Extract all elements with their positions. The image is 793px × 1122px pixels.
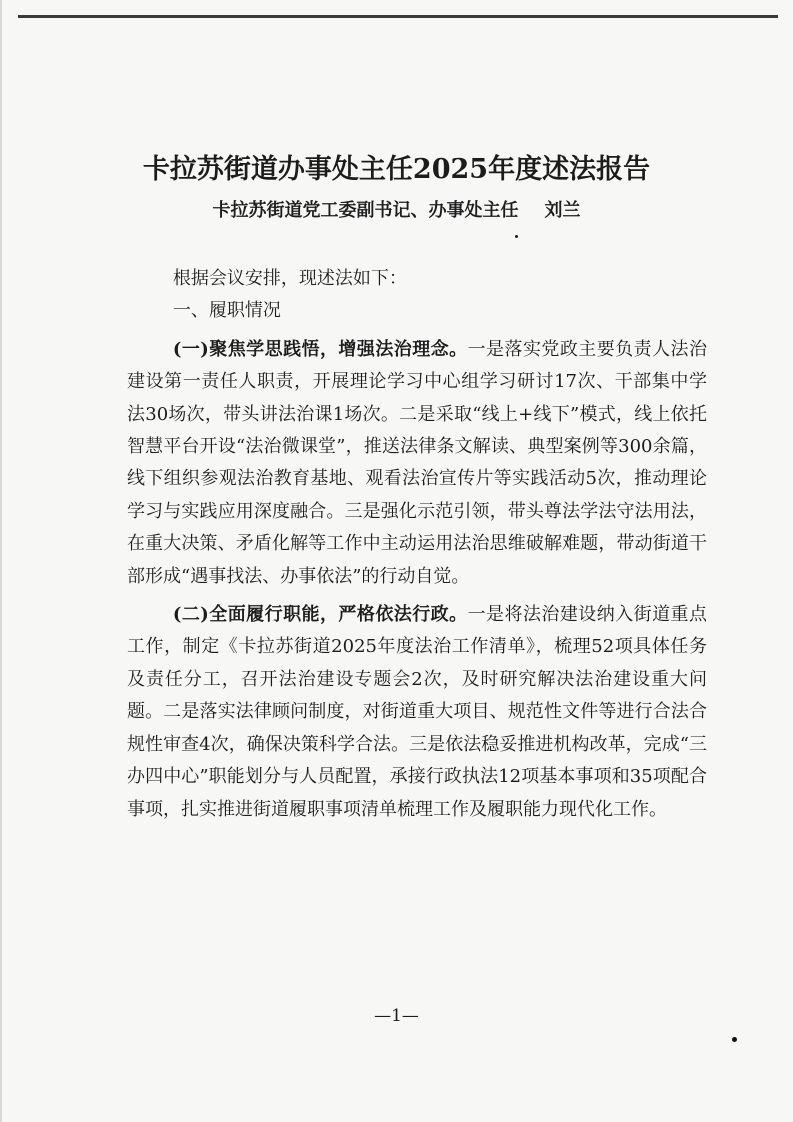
scan-speck [732,1037,737,1042]
author-line [0,197,793,225]
page-title: 卡拉苏街道办事处主任2025年度述法报告 [142,154,651,185]
author-role: 卡拉苏街道党工委副书记、办事处主任 [212,200,519,221]
paragraph-lead: (二)全面履行职能，严格依法行政。 [172,604,468,626]
page-number: —1— [374,1006,419,1026]
paragraph-lead: (一)聚焦学思践悟，增强法治理念。 [172,338,468,360]
author-name: 刘兰 [544,200,581,221]
body-paragraph-1 [127,334,707,593]
paragraph-text: 一是将法治建设纳入街道重点工作，制定《卡拉苏街道2025年度法治工作清单》，梳理52项具体任务及责任分工，召开法治建设专题会2次，及时研究解决法治建设重大问题。二是落实法律顾问制度，对街道重大项目、规范性文件等进行合法合规性审查4次，确保决策科学合法。三是依法稳妥推进机构改革，完成“三办四中心”职能划分与人员配置，承接行政执法12项基本事项和35项配合事项，扎实推进街道履职事项清单梳理工作及履职能力现代化工作。 [127,604,707,820]
scan-speck [515,235,518,238]
scan-top-border [18,15,778,18]
section-heading: 一、履职情况 [172,300,281,322]
body-paragraph-2 [127,599,707,826]
document-body [127,263,707,826]
intro-paragraph: 根据会议安排，现述法如下： [172,268,407,289]
paragraph-text: 一是落实党政主要负责人法治建设第一责任人职责，开展理论学习中心组学习研讨17次、干部集中学法30场次，带头讲法治课1场次。二是采取“线上+线下”模式，线上依托智慧平台开设“法治微课堂”，推送法律条文解读、典型案例等300余篇，线下组织参观法治教育基地、观看法治宣传片等实践活动5次，推动理论学习与实践应用深度融合。三是强化示范引领，带头尊法学法守法用法，在重大决策、矛盾化解等工作中主动运用法治思维破解难题，带动街道干部形成“遇事找法、办事依法”的行动自觉。 [127,338,707,587]
